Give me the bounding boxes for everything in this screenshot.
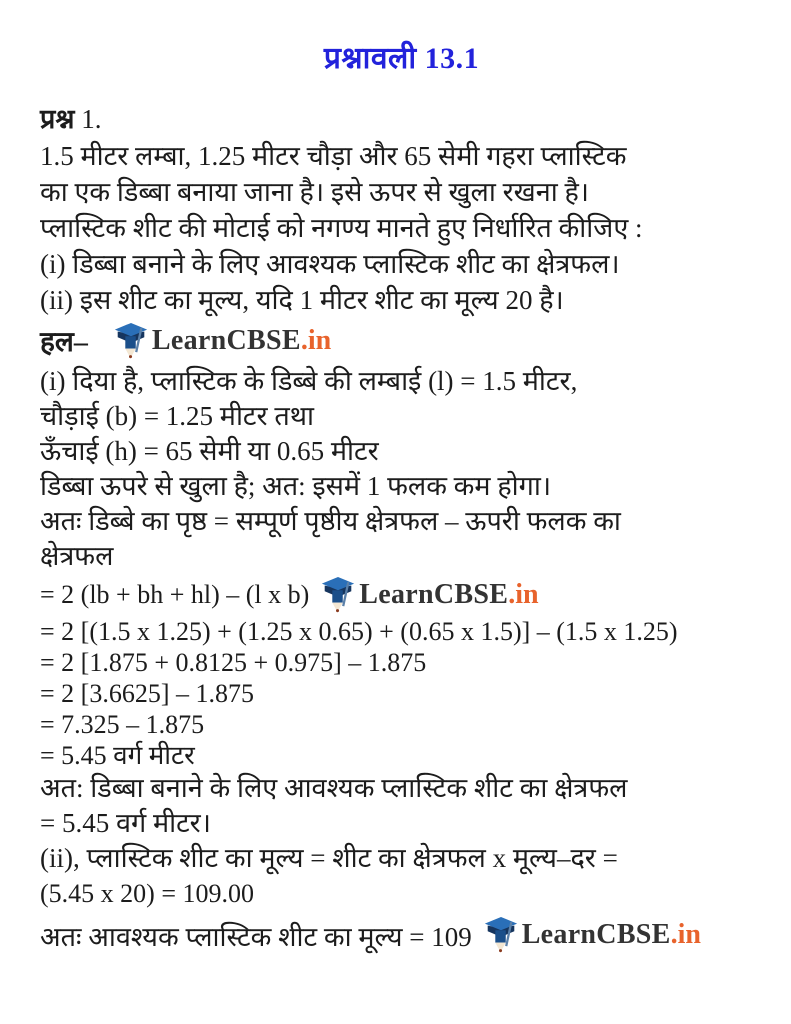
formula-line xyxy=(40,574,763,616)
calc-line: = 2 [1.875 + 0.8125 + 0.975] – 1.875 xyxy=(40,648,427,677)
question-number: 1. xyxy=(81,104,102,134)
solution-line: अतः डिब्बे का पृष्ठ = सम्पूर्ण पृष्ठीय क्षेत्रफल – ऊपरी फलक का xyxy=(40,506,621,536)
question-line: 1.5 मीटर लम्बा, 1.25 मीटर चौड़ा और 65 सेमी गहरा प्लास्टिक xyxy=(40,141,627,171)
conclusion-line: = 5.45 वर्ग मीटर। xyxy=(40,808,211,838)
solution-heading xyxy=(40,318,763,364)
solution-line: डिब्बा ऊपरे से खुला है; अत: इसमें 1 फलक कम होगा। xyxy=(40,471,552,501)
brand-name: LearnCBSE xyxy=(359,579,509,610)
question-line: का एक डिब्बा बनाया जाना है। इसे ऊपर से खुला रखना है। xyxy=(40,177,590,207)
part2-line: (ii), प्लास्टिक शीट का मूल्य = शीट का क्षेत्रफल x मूल्य–दर = xyxy=(40,843,618,873)
question-label: प्रश्न xyxy=(40,104,75,134)
calc-line: = 7.325 – 1.875 xyxy=(40,710,205,739)
question-line: (ii) इस शीट का मूल्य, यदि 1 मीटर शीट का मूल्य 20 है। xyxy=(40,285,564,315)
solution-line: चौड़ाई (b) = 1.25 मीटर तथा xyxy=(40,401,314,431)
calc-line: = 2 [3.6625] – 1.875 xyxy=(40,679,254,708)
part2-line: (5.45 x 20) = 109.00 xyxy=(40,879,254,908)
learncbse-logo xyxy=(319,575,538,615)
brand-name: LearnCBSE xyxy=(521,919,671,950)
solution-label: हल– xyxy=(40,327,88,358)
learncbse-logo xyxy=(112,321,331,361)
conclusion-line: अत: डिब्बा बनाने के लिए आवश्यक प्लास्टिक शीट का क्षेत्रफल xyxy=(40,773,628,803)
graduation-cap-pencil-icon xyxy=(319,575,357,615)
final-answer-text: अतः आवश्यक प्लास्टिक शीट का मूल्य = 109 xyxy=(40,921,472,952)
page-title: प्रश्नावली 13.1 xyxy=(323,42,480,75)
brand-tld: .in xyxy=(508,579,539,610)
calc-line: = 5.45 वर्ग मीटर xyxy=(40,741,195,770)
formula-text: = 2 (lb + bh + hl) – (l x b) xyxy=(40,580,310,609)
brand-tld: .in xyxy=(300,325,332,356)
brand-tld: .in xyxy=(670,919,702,950)
graduation-cap-pencil-icon xyxy=(112,321,150,361)
final-answer-line xyxy=(40,912,763,958)
question-line: (i) डिब्बा बनाने के लिए आवश्यक प्लास्टिक शीट का क्षेत्रफल। xyxy=(40,249,620,279)
solution-line: (i) दिया है, प्लास्टिक के डिब्बे की लम्बाई (l) = 1.5 मीटर, xyxy=(40,366,578,396)
calc-line: = 2 [(1.5 x 1.25) + (1.25 x 0.65) + (0.65 x 1.5)] – (1.5 x 1.25) xyxy=(40,617,678,646)
question-line: प्लास्टिक शीट की मोटाई को नगण्य मानते हुए निर्धारित कीजिए : xyxy=(40,213,643,243)
learncbse-logo xyxy=(482,915,701,955)
solution-line: क्षेत्रफल xyxy=(40,541,114,571)
question-heading xyxy=(40,100,763,138)
graduation-cap-pencil-icon xyxy=(482,915,520,955)
brand-name: LearnCBSE xyxy=(151,325,301,356)
solution-line: ऊँचाई (h) = 65 सेमी या 0.65 मीटर xyxy=(40,436,379,466)
